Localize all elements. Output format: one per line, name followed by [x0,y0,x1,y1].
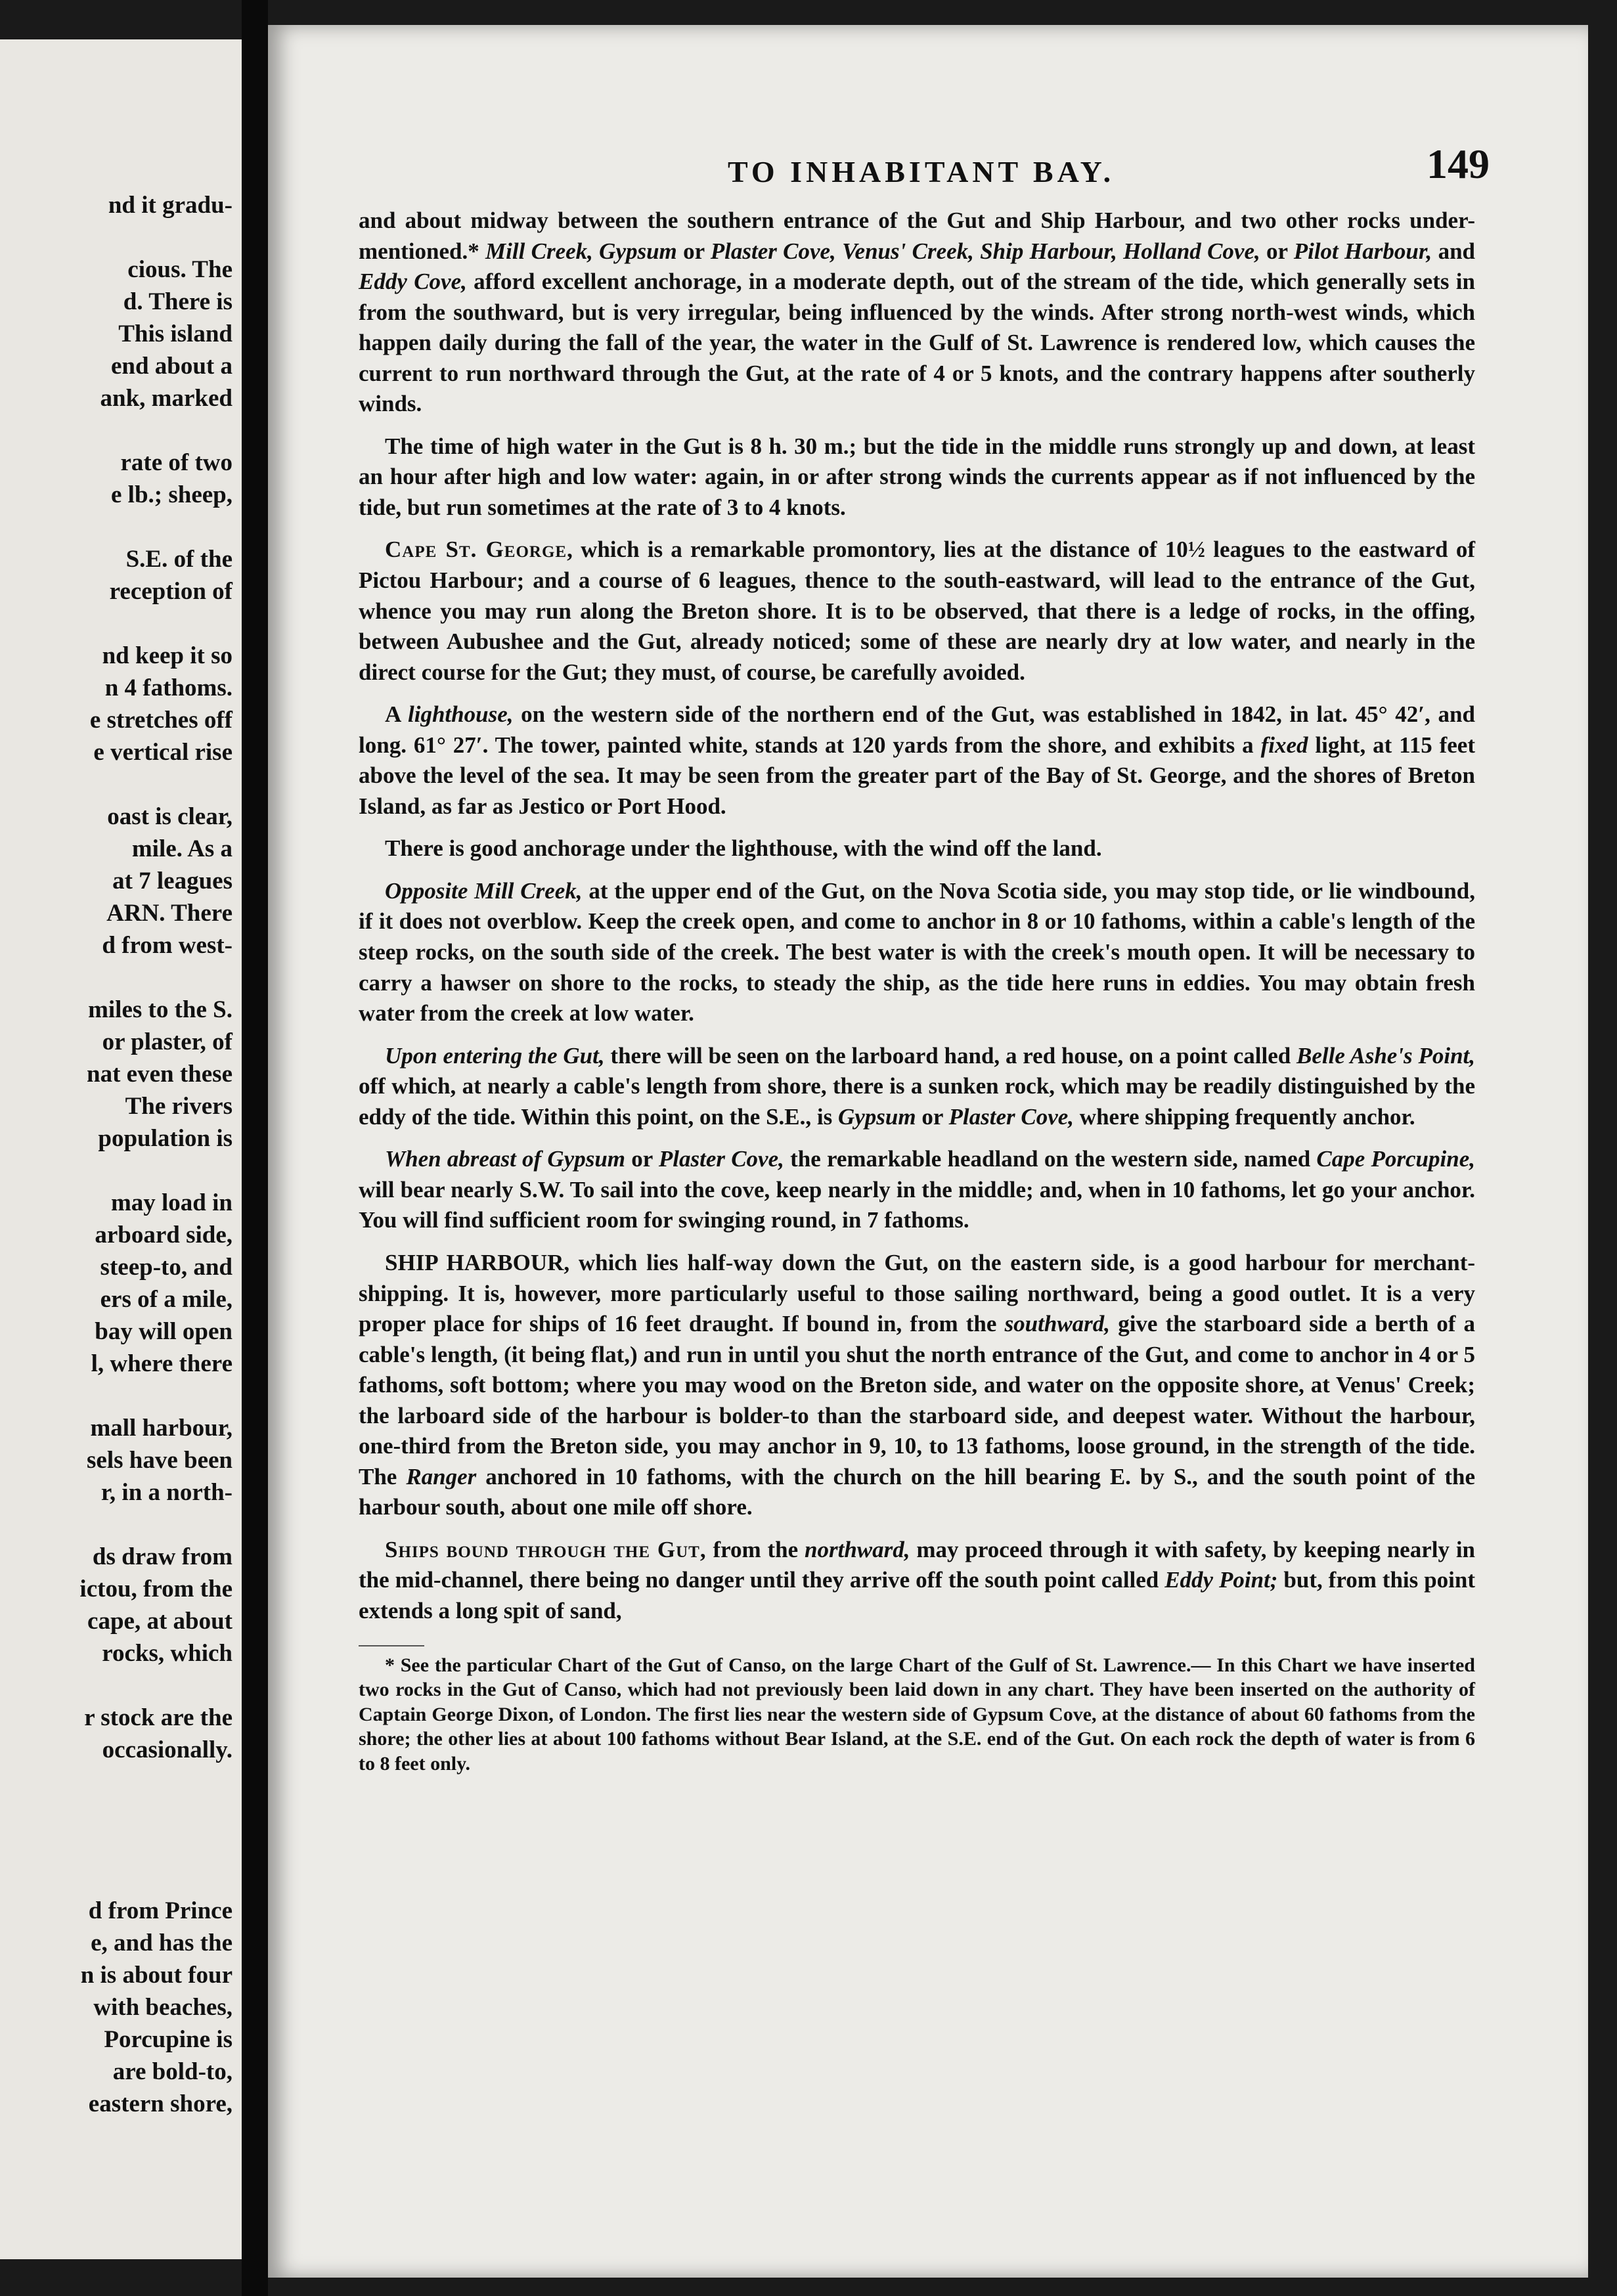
text-run: but, from this point extends a long spit of sand, [359,1567,1476,1623]
text-run: the remarkable headland on the western side, named [784,1146,1317,1172]
text-run: light, at 115 feet above the level of the sea. It may be seen from the greater part of the Bay of St. George, and the shores of Breton Island, as far as Jestico or Port Hood. [359,732,1476,819]
text-run: which lies half-way down the Gut, on the eastern side, is a good harbour for merchant-shipping. It is, however, more particularly useful to those sailing northward, being a good outlet. It is a very proper place for ships of 16 feet draught. If bound in, from the [359,1249,1475,1337]
text-run: , which is a remarkable promontory, lies at the distance of 10½ leagues to the eastward of Pictou Harbour; and a course of 6 leagues, thence to the south-eastward, will lead to the entrance of the Gut, whence you may run along the Breton shore. It is to be observed, that there is a ledge of rocks, in the offing, between Aubushee and the Gut, already noticed; some of these are nearly dry at low water, and nearly in the direct course for the Gut; they must, of course, be carefully avoided. [359,537,1476,685]
text-run: or [625,1146,659,1172]
left-page-line [79,1766,233,1798]
left-page-line: e, and has the [91,1930,233,1956]
left-page-line: oast is clear, [107,803,233,830]
italic-text: Ranger [406,1463,477,1490]
left-page-line: rate of two [120,449,233,476]
left-page-line [79,1830,233,1863]
left-page-line [79,1155,233,1187]
paragraphs [359,206,1475,1627]
italic-text: lighthouse, [408,701,514,728]
paragraph [359,1144,1475,1236]
paragraph [359,1041,1475,1133]
left-page-line: nd it gradu- [108,192,233,219]
left-page-line: e stretches off [89,707,233,734]
text-run: will bear nearly S.W. To sail into the cove, keep nearly in the middle; and, when in 10 fathoms, let go your anchor. You will find sufficient room for swinging round, in 7 fathoms. [359,1176,1475,1233]
italic-text: Eddy Cove, [359,269,467,295]
text-run: A [385,701,408,728]
text-run: There is good anchorage under the lighthouse, with the wind off the land. [385,835,1102,862]
paragraph [359,206,1475,420]
italic-text: Plaster Cove, [658,1146,784,1172]
body-text [359,206,1475,1788]
paragraph [359,1248,1475,1523]
text-run: SHIP HARBOUR, [385,1249,570,1275]
left-page-line [79,221,233,254]
paragraph [359,699,1475,822]
left-page-text-fragments [79,189,233,2120]
left-page-line: ARN. There [106,900,233,927]
italic-text: Cape Porcupine, [1316,1146,1475,1172]
text-run: there will be seen on the larboard hand, a red house, on a point called [604,1042,1297,1069]
italic-text: Gypsum [837,1103,916,1130]
left-page-line: This island [118,320,233,347]
left-page-line [79,607,233,640]
text-run: may proceed through it with safety, by keeping nearly in the mid-channel, there being no danger until they arrive off the south point called [359,1536,1476,1593]
left-page-line: may load in [110,1189,233,1216]
left-page-line: n is about four [80,1962,233,1989]
text-run: or [676,238,711,264]
paragraph [359,1535,1475,1627]
left-page-line: population is [98,1125,233,1152]
text-run: afford excellent anchorage, in a moderate depth, out of the stream of the tide, which generally sets in from the southward, but is very irregular, being influenced by the winds. After strong north-west winds, which happen daily during the fall of the year, the water in the Gulf of St. Lawrence is rendered low, which causes the current to run northward through the Gut, at the rate of 4 or 5 knots, and the contrary happens after southerly winds. [359,269,1475,417]
left-page-line: r stock are the [84,1704,233,1731]
footnote: * See the particular Chart of the Gut of Canso, on the large Chart of the Gulf of St. Lawrence.— In this Chart we have inserted two rocks in the Gut of Canso, which had not previously been laid down in any chart. They have been inserted on the authority of Captain George Dixon, of London. The first lies near the western side of Gypsum Cove, at the distance of about 60 fathoms from the shore; the other lies at about 100 fathoms without Bear Island, at the S.E. end of the Gut. On each rock the depth of water is from 6 to 8 feet only. [359,1654,1475,1775]
italic-text: When abreast of Gypsum [385,1146,626,1172]
left-page-line [79,511,233,543]
italic-text: fixed [1260,732,1308,758]
left-page-line: nd keep it so [102,642,233,669]
left-page-line: n 4 fathoms. [104,674,233,701]
left-page-line: ictou, from the [79,1576,233,1602]
text-run: at the upper end of the Gut, on the Nova Scotia side, you may stop tide, or lie windbound, if it does not overblow. Keep the creek open, and come to anchor in 8 or 10 fathoms, within a cable's length of the steep rocks, on the south side of the creek. The best water is with the creek's mouth open. It will be necessary to carry a hawser on shore to the rocks, to steady the ship, as the tide here runs in eddies. You may obtain fresh water from the creek at low water. [359,877,1475,1027]
left-page-line: d from Prince [88,1897,233,1924]
left-page-line: cious. The [127,256,233,283]
paragraph [359,876,1475,1029]
left-page-line: miles to the S. [88,996,233,1023]
left-page-line [79,768,233,801]
left-page-line: occasionally. [102,1736,233,1763]
left-page-line: nat even these [87,1061,233,1088]
text-run: or [1260,238,1294,264]
book-gutter [242,0,268,2296]
left-page-line: mile. As a [131,835,233,862]
left-page-line: e vertical rise [93,739,233,766]
paragraph [359,431,1475,523]
left-page-line [79,1798,233,1830]
left-page-line: r, in a north- [100,1479,233,1506]
paragraph [359,535,1475,688]
left-page-line: are bold-to, [112,2058,233,2085]
italic-text: Belle Ashe's Point, [1296,1042,1476,1069]
left-page-line: reception of [109,578,233,605]
left-page-line: l, where there [91,1350,233,1377]
left-page-line: Porcupine is [104,2026,233,2053]
italic-text: Upon entering the Gut, [385,1042,605,1069]
left-page-line: end about a [110,353,233,380]
italic-text: Plaster Cove, [948,1103,1074,1130]
text-run: or [916,1103,949,1130]
left-page-line [79,1509,233,1541]
left-page-line [79,414,233,447]
text-run: off which, at nearly a cable's length from shore, there is a sunken rock, which may be readily distinguished by the eddy of the tide. Within this point, on the S.E., is [359,1073,1475,1130]
italic-text: Mill Creek, Gypsum [485,238,677,264]
left-page-line: d. There is [123,288,233,315]
left-page-line: e lb.; sheep, [111,481,233,508]
left-page-line [79,961,233,994]
left-page-line: The rivers [125,1093,233,1120]
text-run: on the western side of the northern end of the Gut, was established in 1842, in lat. 45° 42′, and long. 61° 27′. The tower, painted white, stands at 120 yards from the shore, and exhibits a [359,701,1475,758]
italic-text: Plaster Cove, Venus' Creek, Ship Harbour, Holland Cove, [710,238,1260,264]
text-run: The time of high water in the Gut is 8 h. 30 m.; but the tide in the middle runs strongly up and down, at least an hour after high and low water: again, in or after strong winds the currents appear as if not influenced by the tide, but run sometimes at the rate of 3 to 4 knots. [359,433,1475,520]
left-page-line: d from west- [102,932,233,959]
right-page [268,25,1588,2278]
text-run: where shipping frequently anchor. [1074,1103,1415,1130]
page-header [268,140,1588,192]
text-run: give the starboard side a berth of a cable's length, (it being flat,) and run in until you shut the north entrance of the Gut, and come to anchor in 4 or 5 fathoms, soft bottom; where you may wood on the Breton side, and water on the opposite shore, at Venus' Creek; the larboard side of the harbour is bolder-to than the starboard side, and deepest water. Without the harbour, one-third from the Breton side, you may anchor in 9, 10, to 13 fathoms, loose ground, in the strength of the tide. The [359,1311,1475,1490]
text-run: and [1432,238,1476,264]
left-page-line: at 7 leagues [112,868,233,894]
text-run: and about midway between the southern entrance of the Gut and Ship Harbour, and two other rocks under-mentioned.* [359,208,1475,264]
running-head: TO INHABITANT BAY. [728,155,1115,188]
small-caps-text: Cape St. George [385,537,567,563]
text-run: from the [706,1536,805,1562]
paragraph [359,833,1475,864]
left-page-line: ank, marked [100,385,233,412]
left-page-line [79,1863,233,1895]
italic-text: Opposite Mill Creek, [385,877,583,904]
page-number: 149 [1427,141,1490,187]
left-page-line: bay will open [95,1318,233,1345]
left-page-line: sels have been [87,1447,233,1474]
left-page-fragment [0,39,242,2259]
left-page-line [79,1669,233,1702]
left-page-line: eastern shore, [88,2090,233,2117]
left-page-line: S.E. of the [125,546,233,573]
left-page-line: with beaches, [93,1994,233,2021]
left-page-line [79,1380,233,1412]
italic-text: northward, [805,1536,910,1562]
text-run: anchored in 10 fathoms, with the church on the hill bearing E. by S., and the south point of the harbour south, about one mile off shore. [359,1463,1475,1520]
italic-text: Eddy Point; [1164,1567,1278,1593]
left-page-line: ers of a mile, [100,1286,233,1313]
footnote-rule [359,1645,424,1646]
left-page-line: arboard side, [95,1222,233,1248]
italic-text: southward, [1004,1311,1111,1337]
left-page-line: mall harbour, [90,1415,233,1442]
small-caps-text: Ships bound through the Gut, [385,1536,707,1562]
left-page-line: or plaster, of [102,1028,233,1055]
left-page-line: steep-to, and [100,1254,233,1281]
italic-text: Pilot Harbour, [1293,238,1432,264]
left-page-line: cape, at about [87,1608,233,1635]
left-page-line: rocks, which [102,1640,233,1667]
left-page-line: ds draw from [92,1543,233,1570]
